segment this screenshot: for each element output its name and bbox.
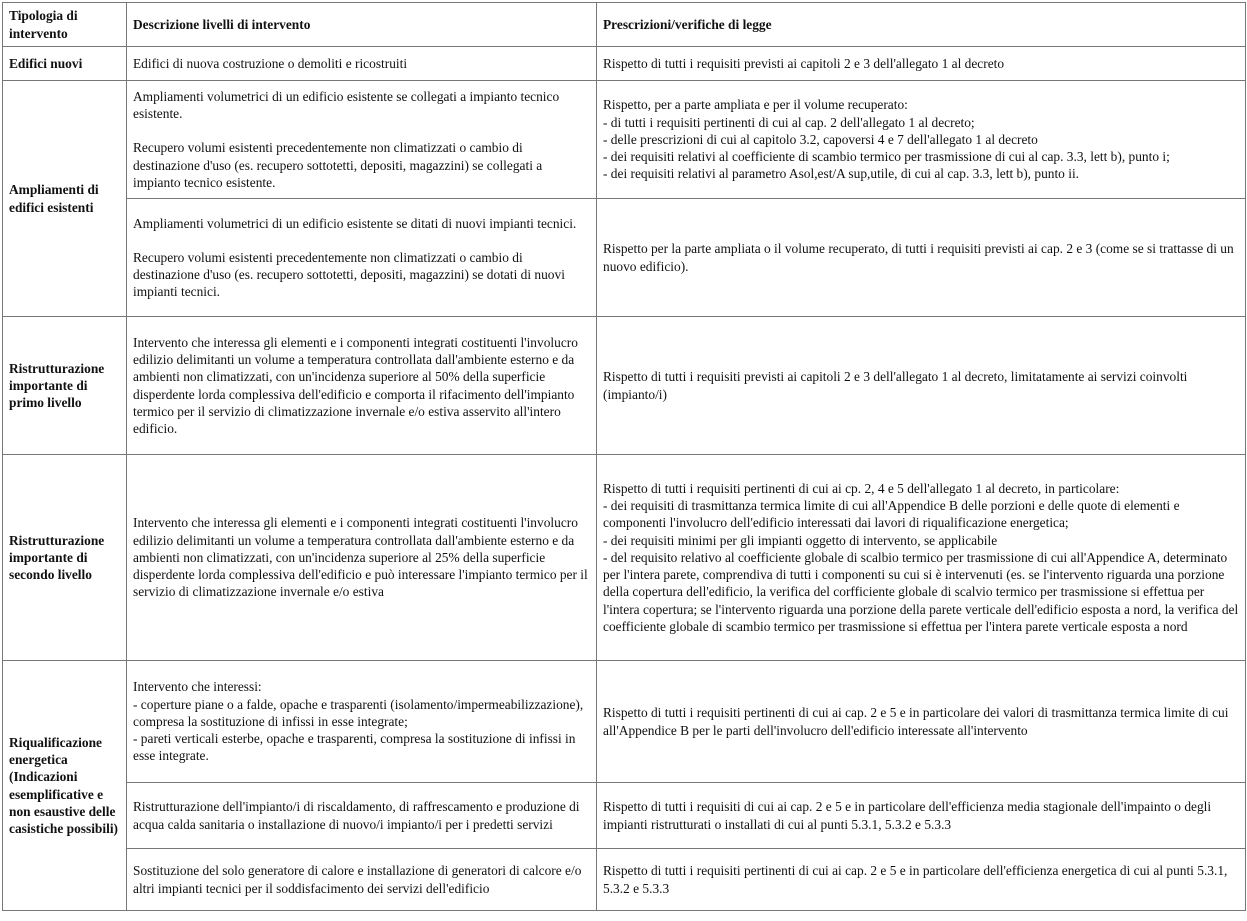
presc-line: - dei requisiti relativi al coefficiente di scambio termico per trasmissione di cui al cap. 3.3, lett b), punto i; — [603, 149, 1170, 165]
presc-secondo-livello — [597, 455, 1246, 661]
presc-line: - di tutti i requisiti pertinenti di cui al cap. 2 dell'allegato 1 al decreto; — [603, 114, 975, 130]
desc-line: - coperture piane o a falde, opache e trasparenti (isolamento/impermeabilizzazione), compresa la sostituzione di infissi in esse integrate; — [133, 696, 584, 729]
type-secondo-livello: Ristrutturazione importante di secondo livello — [3, 455, 127, 661]
desc-riqualificazione-a — [127, 661, 597, 783]
desc-ampliamenti-b — [127, 199, 597, 317]
presc-line: - dei requisiti di trasmittanza termica limite di cui all'Appendice B delle porzioni e delle quote di elementi e componenti l'involucro dell'edificio interessati dai lavori di riqualificazione energetica; — [603, 498, 1180, 531]
desc-ampliamenti-a-p2: Recupero volumi esistenti precedentemente non climatizzati o cambio di destinazione d'uso (es. recupero sottotetti, depositi, magazzini) se collegati a impianto tecnico esistente. — [133, 140, 543, 190]
type-primo-livello: Ristrutturazione importante di primo livello — [3, 317, 127, 455]
presc-line: - delle prescrizioni di cui al capitolo 3.2, capoversi 4 e 7 dell'allegato 1 al decreto — [603, 131, 1038, 147]
header-descrizione: Descrizione livelli di intervento — [127, 3, 597, 47]
desc-ampliamenti-b-p1: Ampliamenti volumetrici di un edificio esistente se ditati di nuovi impianti tecnici. — [133, 215, 577, 231]
presc-riqualificazione-a: Rispetto di tutti i requisiti pertinenti di cui ai cap. 2 e 5 e in particolare dei valori di trasmittanza termica limite di cui all'Appendice B per le parti dell'involucro dell'edificio interessate all'intervento — [597, 661, 1246, 783]
header-prescrizioni: Prescrizioni/verifiche di legge — [597, 3, 1246, 47]
presc-edifici-nuovi: Rispetto di tutti i requisiti previsti ai capitoli 2 e 3 dell'allegato 1 al decreto — [597, 47, 1246, 81]
row-riqualificazione-a — [3, 661, 1246, 783]
row-primo-livello — [3, 317, 1246, 455]
presc-line: Rispetto, per a parte ampliata e per il volume recuperato: — [603, 97, 908, 113]
row-edifici-nuovi — [3, 47, 1246, 81]
presc-riqualificazione-c: Rispetto di tutti i requisiti pertinenti di cui ai cap. 2 e 5 e in particolare dell'efficienza energetica di cui al punti 5.3.1, 5.3.2 e 5.3.3 — [597, 849, 1246, 911]
row-ampliamenti-b — [3, 199, 1246, 317]
row-ampliamenti-a — [3, 81, 1246, 199]
desc-ampliamenti-a-p1: Ampliamenti volumetrici di un edificio esistente se collegati a impianto tecnico esistente. — [133, 88, 560, 122]
presc-line: - dei requisiti minimi per gli impianti oggetto di intervento, se applicabile — [603, 532, 998, 548]
desc-edifici-nuovi: Edifici di nuova costruzione o demoliti e ricostruiti — [127, 47, 597, 81]
row-riqualificazione-b — [3, 783, 1246, 849]
requirements-table — [2, 2, 1246, 911]
desc-line: - pareti verticali esterbe, opache e trasparenti, compresa la sostituzione di infissi in esse integrate. — [133, 731, 576, 764]
presc-line: - del requisito relativo al coefficiente globale di scalbio termico per trasmissione di cui all'Appendice A, determinato per l'intera parete, comprendiva di tutti i componenti su cui si è intervenuti (es. se l'intervento riguarda una porzione della copertura dell'edificio, la verifica del corfficiente globale di scalvio termico per trasmissione si effettua per l'intera copertura; se l'intervento riguarda una porzione della parete verticale dell'edificio esposta a nord, la verifica del coefficiente globale di scambio termico per trasmissione si effettua per l'intera parete verticale esposta a nord — [603, 549, 1239, 634]
presc-ampliamenti-b: Rispetto per la parte ampliata o il volume recuperato, di tutti i requisiti previsti ai cap. 2 e 3 (come se si trattasse di un nuovo edificio). — [597, 199, 1246, 317]
header-row — [3, 3, 1246, 47]
desc-riqualificazione-b: Ristrutturazione dell'impianto/i di riscaldamento, di raffrescamento e produzione di acqua calda sanitaria o installazione di nuovo/i impianto/i per i predetti servizi — [127, 783, 597, 849]
desc-primo-livello: Intervento che interessa gli elementi e i componenti integrati costituenti l'involucro edilizio delimitanti un volume a temperatura controllata dall'ambiente esterno e da ambienti non climatizzati, con un'incidenza superiore al 50% della superficie disperdente lorda complessiva dell'edificio e comporta il rifacimento dell'impianto termico per il servizio di climatizzazione invernale e/o estiva asservito all'intero edificio. — [127, 317, 597, 455]
row-riqualificazione-c — [3, 849, 1246, 911]
type-ampliamenti: Ampliamenti di edifici esistenti — [3, 81, 127, 317]
header-tipologia: Tipologia di intervento — [3, 3, 127, 47]
desc-ampliamenti-a — [127, 81, 597, 199]
presc-primo-livello: Rispetto di tutti i requisiti previsti ai capitoli 2 e 3 dell'allegato 1 al decreto, limitatamente ai servizi coinvolti (impianto/i) — [597, 317, 1246, 455]
desc-line: Intervento che interessi: — [133, 679, 262, 695]
presc-line: Rispetto di tutti i requisiti pertinenti di cui ai cp. 2, 4 e 5 dell'allegato 1 al decreto, in particolare: — [603, 481, 1120, 497]
desc-secondo-livello: Intervento che interessa gli elementi e i componenti integrati costituenti l'involucro edilizio delimitanti un volume a temperatura controllata dall'ambiente esterno e da ambienti non climatizzati, con un'incidenza superiore al 25% della superficie disperdente lorda complessiva dell'edificio e può interessare l'impianto termico per il servizio di climatizzazione invernale e/o estiva — [127, 455, 597, 661]
type-edifici-nuovi: Edifici nuovi — [3, 47, 127, 81]
desc-ampliamenti-b-p2: Recupero volumi esistenti precedentemente non climatizzati o cambio di destinazione d'uso (es. recupero sottotetti, depositi, magazzini) se dotati di nuovi impianti tecnici. — [133, 249, 565, 300]
presc-riqualificazione-b: Rispetto di tutti i requisiti di cui ai cap. 2 e 5 e in particolare dell'efficienza media stagionale dell'impainto o degli impianti ristrutturati o installati di cui al punti 5.3.1, 5.3.2 e 5.3.3 — [597, 783, 1246, 849]
row-secondo-livello — [3, 455, 1246, 661]
presc-line: - dei requisiti relativi al parametro Asol,est/A sup,utile, di cui al cap. 3.3, lett b), punto ii. — [603, 166, 1080, 182]
desc-riqualificazione-c: Sostituzione del solo generatore di calore e installazione di generatori di calcore e/o altri impianti tecnici per il soddisfacimento dei servizi dell'edificio — [127, 849, 597, 911]
presc-ampliamenti-a — [597, 81, 1246, 199]
type-riqualificazione: Riqualificazione energetica (Indicazioni esemplificative e non esaustive delle casistiche possibili) — [3, 661, 127, 911]
